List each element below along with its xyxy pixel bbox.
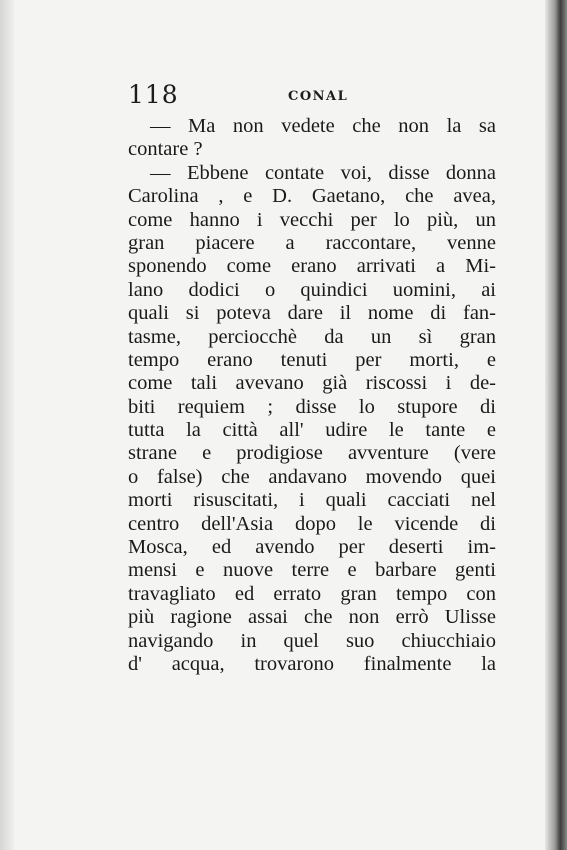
page-spine-edge [545,0,567,850]
text-line: Carolina , e D. Gaetano, che avea, [128,185,496,208]
page-left-edge [0,0,14,850]
text-line: tutta la città all' udire le tante e [128,419,496,442]
text-line: navigando in quel suo chiucchiaio [128,629,496,652]
body-text [128,115,496,676]
text-line: o false) che andavano movendo quei [128,465,496,488]
text-line: sponendo come erano arrivati a Mi- [128,255,496,278]
text-line: lano dodici o quindici uomini, ai [128,278,496,301]
text-line: Mosca, ed avendo per deserti im- [128,536,496,559]
text-line: morti risuscitati, i quali cacciati nel [128,489,496,512]
page-header [128,80,496,110]
text-line: come hanno i vecchi per lo più, un [128,208,496,231]
text-line: contare ? [128,138,203,161]
running-title: CONAL [288,89,349,104]
text-line: centro dell'Asia dopo le vicende di [128,512,496,535]
text-line: più ragione assai che non errò Ulisse [128,606,496,629]
text-line: tempo erano tenuti per morti, e [128,348,496,371]
page-number: 118 [128,80,179,109]
text-line: quali si poteva dare il nome di fan- [128,302,496,325]
text-line: gran piacere a raccontare, venne [128,231,496,254]
text-line: — Ebbene contate voi, disse donna [150,161,496,184]
text-line: d' acqua, trovarono finalmente la [128,652,496,675]
text-line: — Ma non vedete che non la sa [150,115,496,137]
text-line: travagliato ed errato gran tempo con [128,582,496,605]
text-line: tasme, perciocchè da un sì gran [128,325,496,348]
text-line: come tali avevano già riscossi i de- [128,372,496,395]
text-line: mensi e nuove terre e barbare genti [128,559,496,582]
text-line: biti requiem ; disse lo stupore di [128,395,496,418]
text-line: strane e prodigiose avventure (vere [128,442,496,465]
